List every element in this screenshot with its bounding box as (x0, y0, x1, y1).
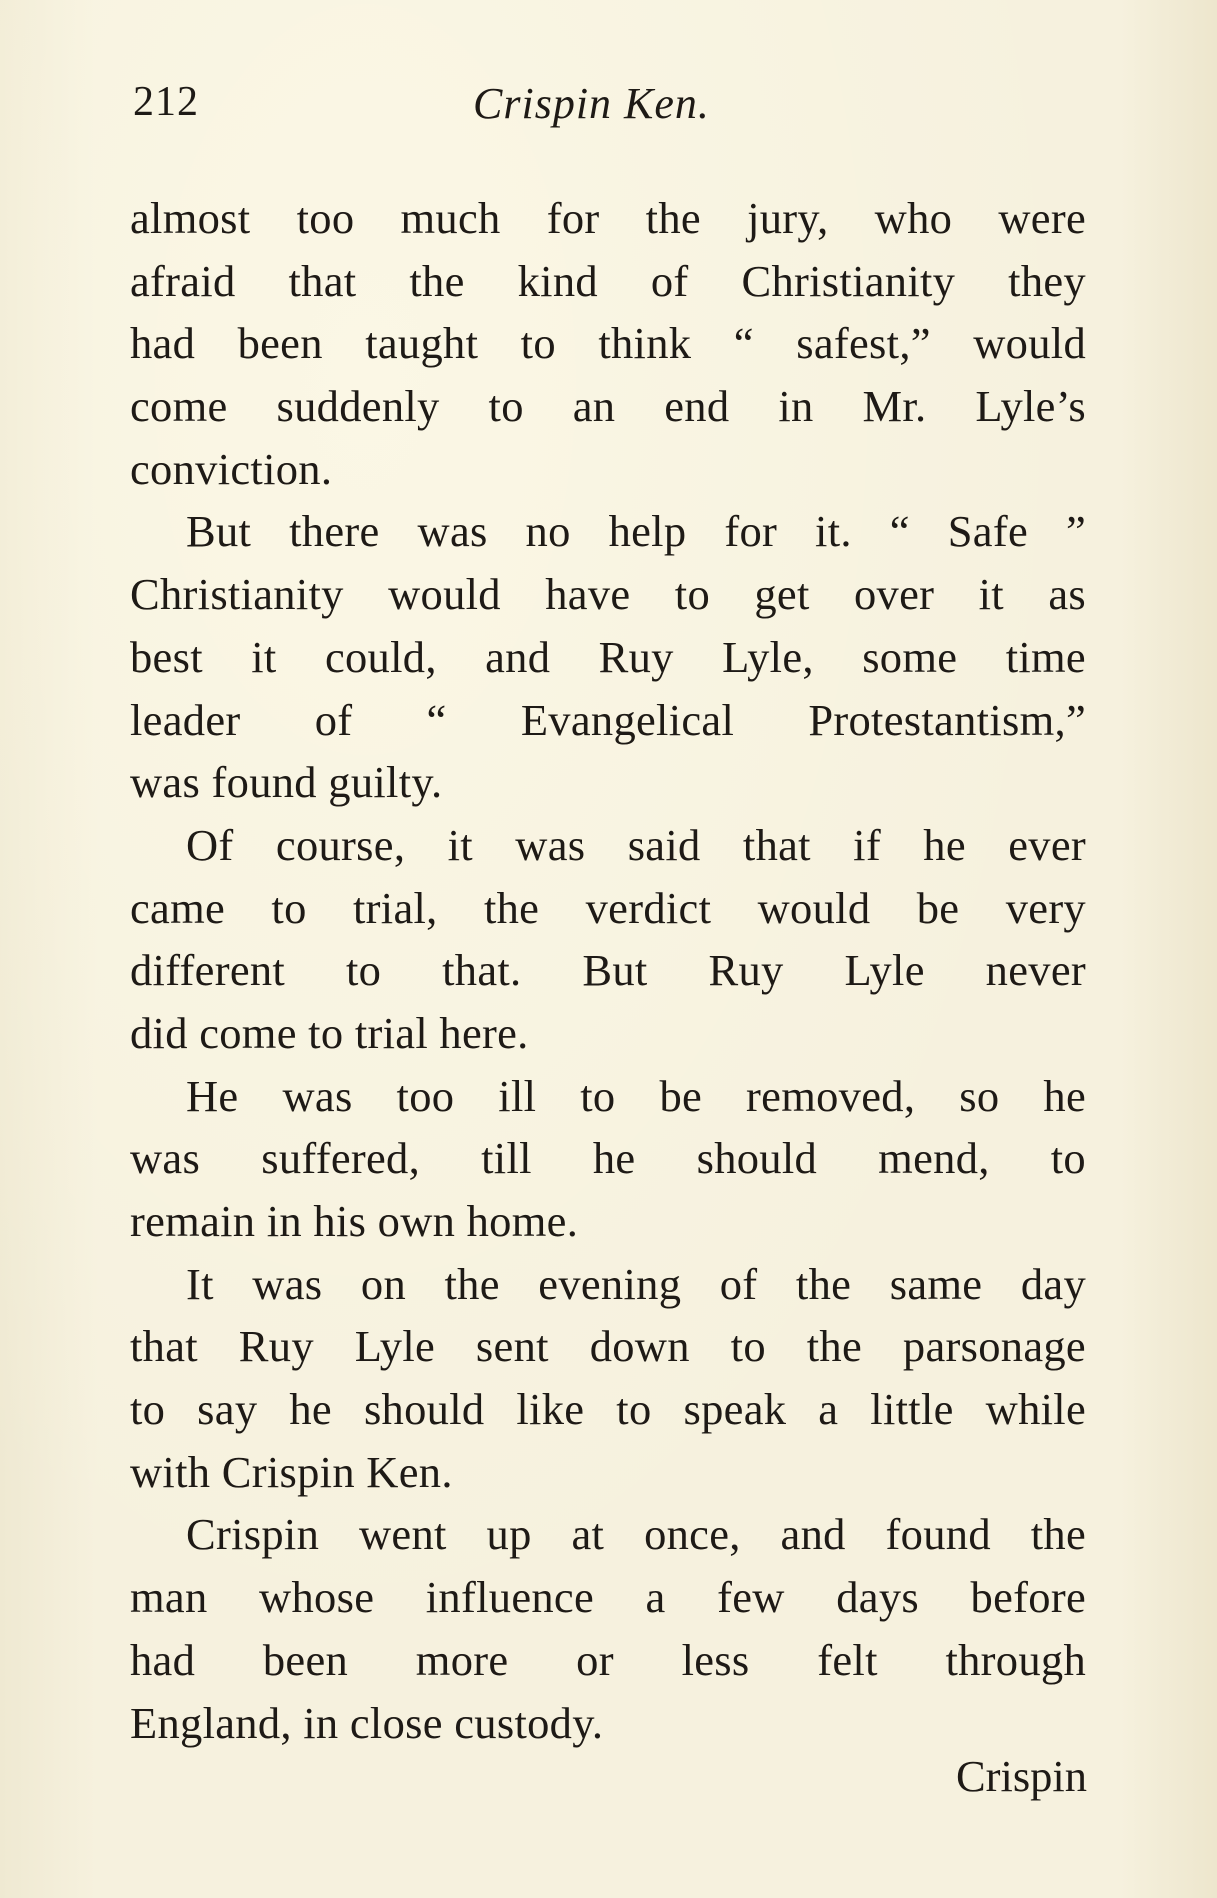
running-title: Crispin Ken. (473, 79, 710, 128)
paragraph-first-line: It was on the evening of the same day (186, 1258, 1086, 1309)
text-line: was suffered, till he should mend, to (130, 1133, 1086, 1184)
text-line: came to trial, the verdict would be very (130, 882, 1086, 933)
text-line: different to that. But Ruy Lyle never (130, 945, 1086, 996)
text-line: conviction. (130, 443, 333, 494)
running-head (133, 78, 1083, 138)
paragraph-first-line: Of course, it was said that if he ever (186, 819, 1086, 870)
paragraph-first-line: But there was no help for it. “ Safe ” (186, 506, 1086, 557)
paragraph-first-line: Crispin went up at once, and found the (186, 1509, 1086, 1560)
text-line: England, in close custody. (130, 1697, 604, 1748)
paragraph-first-line: He was too ill to be removed, so he (186, 1070, 1086, 1121)
text-line: that Ruy Lyle sent down to the parsonage (130, 1321, 1086, 1372)
text-line: had been more or less felt through (130, 1634, 1086, 1685)
text-line: had been taught to think “ safest,” would (130, 318, 1086, 369)
page-number: 212 (133, 79, 199, 125)
text-line: to say he should like to speak a little while (130, 1384, 1086, 1435)
text-line: Christianity would have to get over it as (130, 569, 1086, 620)
text-line: with Crispin Ken. (130, 1446, 453, 1497)
text-line: remain in his own home. (130, 1196, 579, 1246)
text-line: man whose influence a few days before (130, 1572, 1086, 1623)
text-line: was found guilty. (130, 757, 443, 808)
text-line: almost too much for the jury, who were (130, 193, 1086, 243)
text-line: afraid that the kind of Christianity they (130, 255, 1086, 306)
text-line: come suddenly to an end in Mr. Lyle’s (130, 381, 1086, 432)
body-text (130, 187, 1086, 1754)
text-line: leader of “ Evangelical Protestantism,” (130, 694, 1086, 745)
text-line: best it could, and Ruy Lyle, some time (130, 631, 1086, 682)
catchword: Crispin (955, 1751, 1087, 1801)
text-line: did come to trial here. (130, 1007, 529, 1058)
